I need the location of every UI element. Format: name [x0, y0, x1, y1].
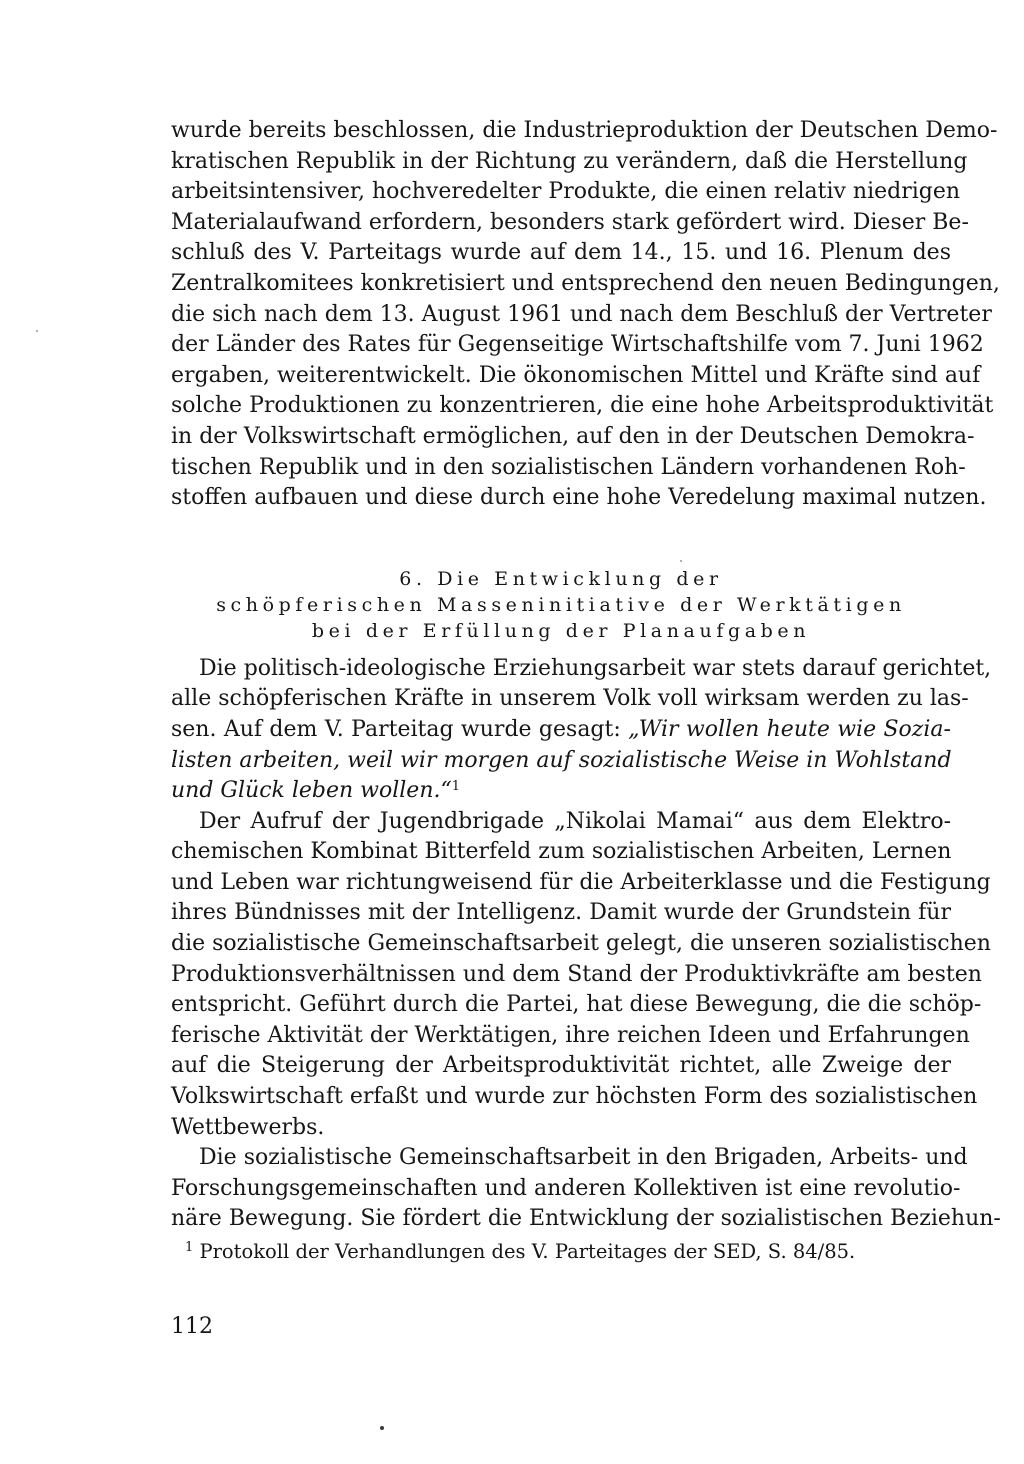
text-line — [171, 746, 951, 777]
text-line: der Länder des Rates für Gegenseitige Wirtschaftshilfe vom 7. Juni 1962 — [171, 332, 984, 358]
text-line: kratischen Republik in der Richtung zu verändern, daß die Herstellung — [171, 148, 968, 174]
text-line: auf die Steigerung der Arbeitsproduktivität richtet, alle Zweige der — [171, 1053, 951, 1079]
text-line — [171, 654, 992, 685]
scan-speck — [36, 330, 38, 332]
text-line: näre Bewegung. Sie fördert die Entwicklung der sozialistischen Beziehun- — [171, 1206, 1001, 1232]
text-line — [171, 715, 951, 746]
section-heading-line: schöpferischen Masseninitiative der Werktätigen — [216, 593, 906, 616]
text-line: alle schöpferischen Kräfte in unserem Volk voll wirksam werden zu las- — [171, 686, 969, 712]
quote-text: „Wir wollen heute wie Sozia- — [628, 716, 951, 742]
text-line: Wettbewerbs. — [171, 1114, 325, 1140]
text-line: in der Volkswirtschaft ermöglichen, auf den in der Deutschen Demokra- — [171, 423, 975, 449]
paragraph-4 — [171, 1143, 1001, 1235]
footnote-text: Protokoll der Verhandlungen des V. Parteitages der SED, S. 84/85. — [199, 1240, 856, 1263]
text-line: die sozialistische Gemeinschaftsarbeit gelegt, die unseren sozialistischen — [171, 931, 991, 957]
text-line: Produktionsverhältnissen und dem Stand der Produktivkräfte am besten — [171, 961, 982, 987]
text-line: ferische Aktivität der Werktätigen, ihre reichen Ideen und Erfahrungen — [171, 1022, 970, 1048]
paragraph-2 — [171, 654, 992, 807]
quote-text: listen arbeiten, weil wir morgen auf sozialistische Weise in Wohlstand — [171, 747, 952, 773]
page-number: 112 — [171, 1314, 213, 1339]
text-line: und Leben war richtungweisend für die Arbeiterklasse und die Festigung — [171, 869, 991, 895]
text-line: chemischen Kombinat Bitterfeld zum sozialistischen Arbeiten, Lernen — [171, 839, 952, 865]
text-segment: Die politisch-ideologische Erziehungsarbeit war stets darauf gerichtet, — [199, 655, 992, 681]
footnote — [171, 1239, 951, 1265]
text-line: Forschungsgemeinschaften und anderen Kollektiven ist eine revolutio- — [171, 1175, 961, 1201]
text-line: arbeitsintensiver, hochveredelter Produkte, die einen relativ niedrigen — [171, 179, 961, 205]
text-line: wurde bereits beschlossen, die Industrieproduktion der Deutschen Demo- — [171, 118, 998, 143]
text-line: entspricht. Geführt durch die Partei, hat diese Bewegung, die die schöp- — [171, 992, 982, 1018]
section-heading-line: 6. Die Entwicklung der — [399, 567, 723, 590]
text-line: solche Produktionen zu konzentrieren, die eine hohe Arbeitsproduktivität — [171, 393, 994, 419]
text-line: stoffen aufbauen und diese durch eine hohe Veredelung maximal nutzen. — [171, 485, 987, 511]
text-line: Materialaufwand erfordern, besonders stark gefördert wird. Dieser Be- — [171, 209, 969, 235]
text-line: Zentralkomitees konkretisiert und entsprechend den neuen Bedingungen, — [171, 270, 1000, 296]
quote-text: und Glück leben wollen.“ — [171, 778, 452, 804]
scan-speck — [680, 560, 682, 562]
scan-speck — [380, 1426, 384, 1430]
text-line: ihres Bündnisses mit der Intelligenz. Damit wurde der Grundstein für — [171, 900, 951, 926]
text-segment: Die sozialistische Gemeinschaftsarbeit in den Brigaden, Arbeits- und — [199, 1145, 968, 1171]
text-line — [171, 776, 951, 807]
section-heading — [171, 566, 951, 644]
section-heading-line: bei der Erfüllung der Planaufgaben — [311, 619, 811, 642]
page-body — [171, 116, 1001, 1265]
text-segment: sen. Auf dem V. Parteitag wurde gesagt: — [171, 716, 629, 742]
footnote-marker: 1 — [185, 1240, 194, 1255]
text-line: Volkswirtschaft erfaßt und wurde zur höchsten Form des sozialistischen — [171, 1084, 978, 1110]
text-line: die sich nach dem 13. August 1961 und nach dem Beschluß der Vertreter — [171, 301, 992, 327]
text-line: ergaben, weiterentwickelt. Die ökonomischen Mittel und Kräfte sind auf — [171, 362, 981, 388]
paragraph-1 — [171, 116, 1000, 514]
text-line — [171, 1143, 968, 1174]
text-line: tischen Republik und in den sozialistischen Ländern vorhandenen Roh- — [171, 454, 966, 480]
text-segment: Der Aufruf der Jugendbrigade „Nikolai Mamai“ aus dem Elektro- — [199, 808, 951, 834]
paragraph-3 — [171, 807, 991, 1144]
text-line: schluß des V. Parteitags wurde auf dem 14., 15. und 16. Plenum des — [171, 240, 951, 266]
text-line — [171, 807, 951, 838]
footnote-reference: 1 — [451, 779, 461, 795]
